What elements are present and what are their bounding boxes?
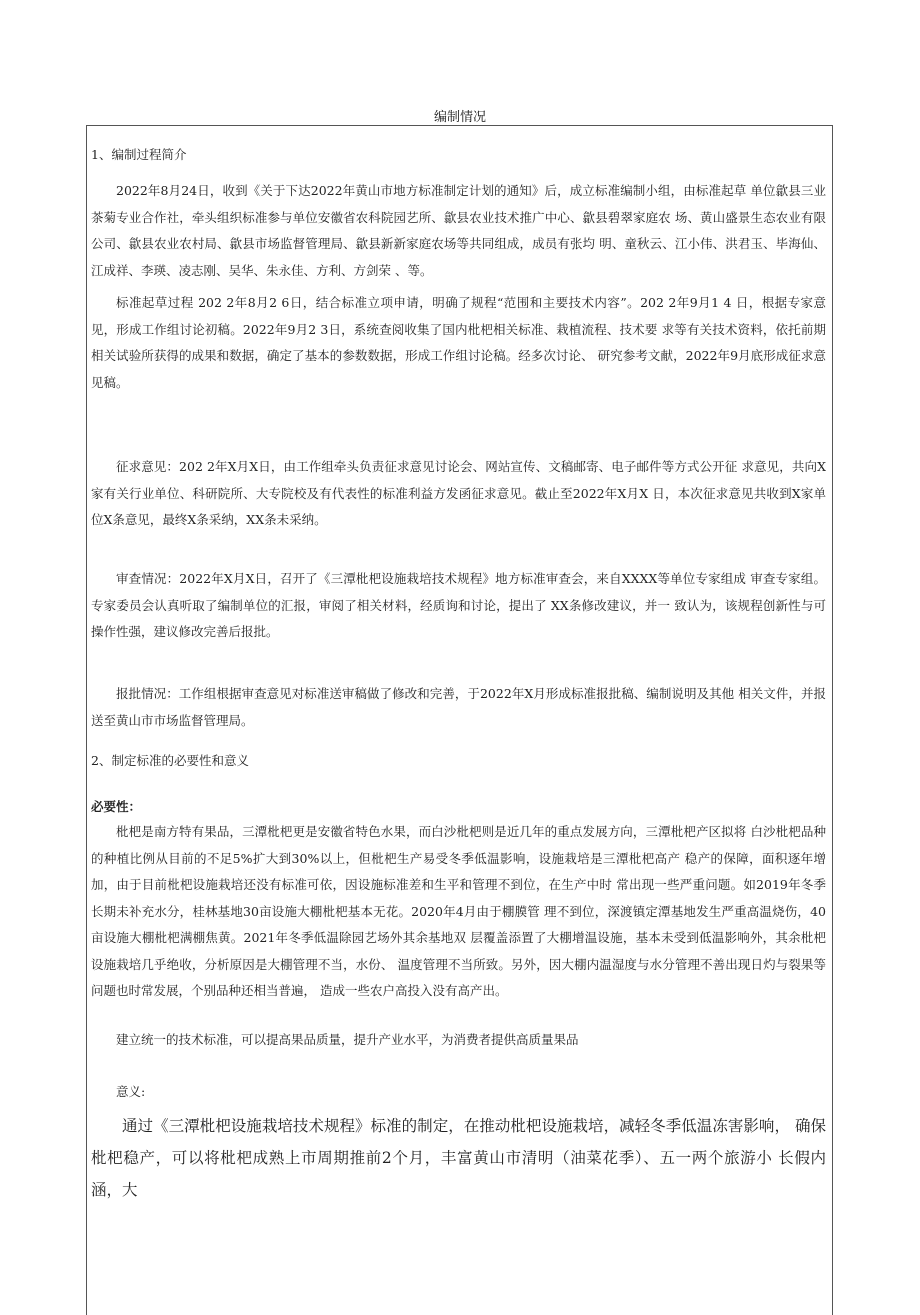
- section2-paragraph-1: 枇杷是南方特有果品，三潭枇杷更是安徽省特色水果，而白沙枇杷则是近几年的重点发展方向，三潭枇杷产区拟将 白沙枇杷品种的种植比例从目前的不足5%扩大到30%以上，但枇杷生产易受冬季低温影响，设施栽培是三潭枇杷高产 稳产的保障，面积逐年增加，由于目前枇杷设施栽培还没有标准可依，因设施标准差和生平和管理不到位，在生产中时 常出现一些严重问题。如2019年冬季长期未补充水分，桂林基地30亩设施大棚枇杷基本无花。2020年4月由于棚膜管 理不到位，深渡镇定潭基地发生严重高温烧伤，40亩设施大棚枇杷满棚焦黄。2021年冬季低温除园艺场外其余基地双 层覆盖添置了大棚增温设施，基本未受到低温影响外，其余枇杷设施栽培几乎绝收，分析原因是大棚管理不当，水份、 温度管理不当所致。另外，因大棚内温湿度与水分管理不善出现日灼与裂果等问题也时常发展，个别品种还相当普遍， 造成一些农户高投入没有高产出。: [91, 824, 826, 998]
- section1-paragraph-5: 报批情况：工作组根据审查意见对标准送审稿做了修改和完善，于2022年X月形成标准报批稿、编制说明及其他 相关文件，并报送至黄山市市场监督管理局。: [91, 686, 826, 728]
- page-title: 编制情况: [433, 110, 486, 125]
- section1-paragraph-2: 标准起草过程 202 2年8月2 6日，结合标准立项申请，明确了规程“范围和主要技术内容”。202 2年9月1 4 日，根据专家意见，形成工作组讨论初稿。2022年9月2 3日，系统查阅收集了国内枇杷相关标准、栽植流程、技术要 求等有关技术资料，依托前期相关试验所获得的成果和数据，确定了基本的参数数据，形成工作组讨论稿。经多次讨论、 研究参考文献，2022年9月底形成征求意见稿。: [91, 295, 826, 390]
- content-frame: [86, 125, 833, 1315]
- section1-heading: 1、编制过程简介: [91, 147, 187, 162]
- section1-paragraph-4: 审查情况：2022年X月X日，召开了《三潭枇杷设施栽培技术规程》地方标准审查会，来自XXXX等单位专家组成 审查专家组。专家委员会认真听取了编制单位的汇报，审阅了相关材料，经质询和讨论，提出了 XX条修改建议，并一 致认为，该规程创新性与可操作性强，建议修改完善后报批。: [91, 571, 826, 639]
- meaning-label: 意义:: [116, 1084, 146, 1099]
- necessity-label: 必要性：: [91, 799, 142, 814]
- section1-paragraph-3: 征求意见：202 2年X月X日，由工作组牵头负责征求意见讨论会、网站宣传、文稿邮寄、电子邮件等方式公开征 求意见，共向X家有关行业单位、科研院所、大专院校及有代表性的标准利益方发函征求意见。截止至2022年X月X 日，本次征求意见共收到X家单位X条意见，最终X条采纳，XX条未采纳。: [91, 459, 826, 527]
- section2-heading: 2、制定标准的必要性和意义: [91, 753, 249, 768]
- section2-paragraph-3: 通过《三潭枇杷设施栽培技术规程》标准的制定，在推动枇杷设施栽培，减轻冬季低温冻害影响， 确保枇杷稳产，可以将枇杷成熟上市周期推前2个月，丰富黄山市清明（油菜花季）、五一两个旅游小 长假内涵，大: [91, 1117, 826, 1199]
- section1-paragraph-1: 2022年8月24日，收到《关于下达2022年黄山市地方标准制定计划的通知》后，成立标准编制小组，由标准起草 单位歙县三业茶菊专业合作社，牵头组织标准参与单位安徽省农科院园艺所、歙县农业技术推广中心、歙县碧翠家庭农 场、黄山盛景生态农业有限公司、歙县农业农村局、歙县市场监督管理局、歙县新新家庭农场等共同组成，成员有张均 明、童秋云、江小伟、洪君玉、毕海仙、江成祥、李瑛、凌志刚、吴华、朱永佳、方利、方剑荣 、等。: [91, 183, 826, 278]
- section2-paragraph-2: 建立统一的技术标准，可以提高果品质量，提升产业水平，为消费者提供高质量果品: [116, 1032, 579, 1047]
